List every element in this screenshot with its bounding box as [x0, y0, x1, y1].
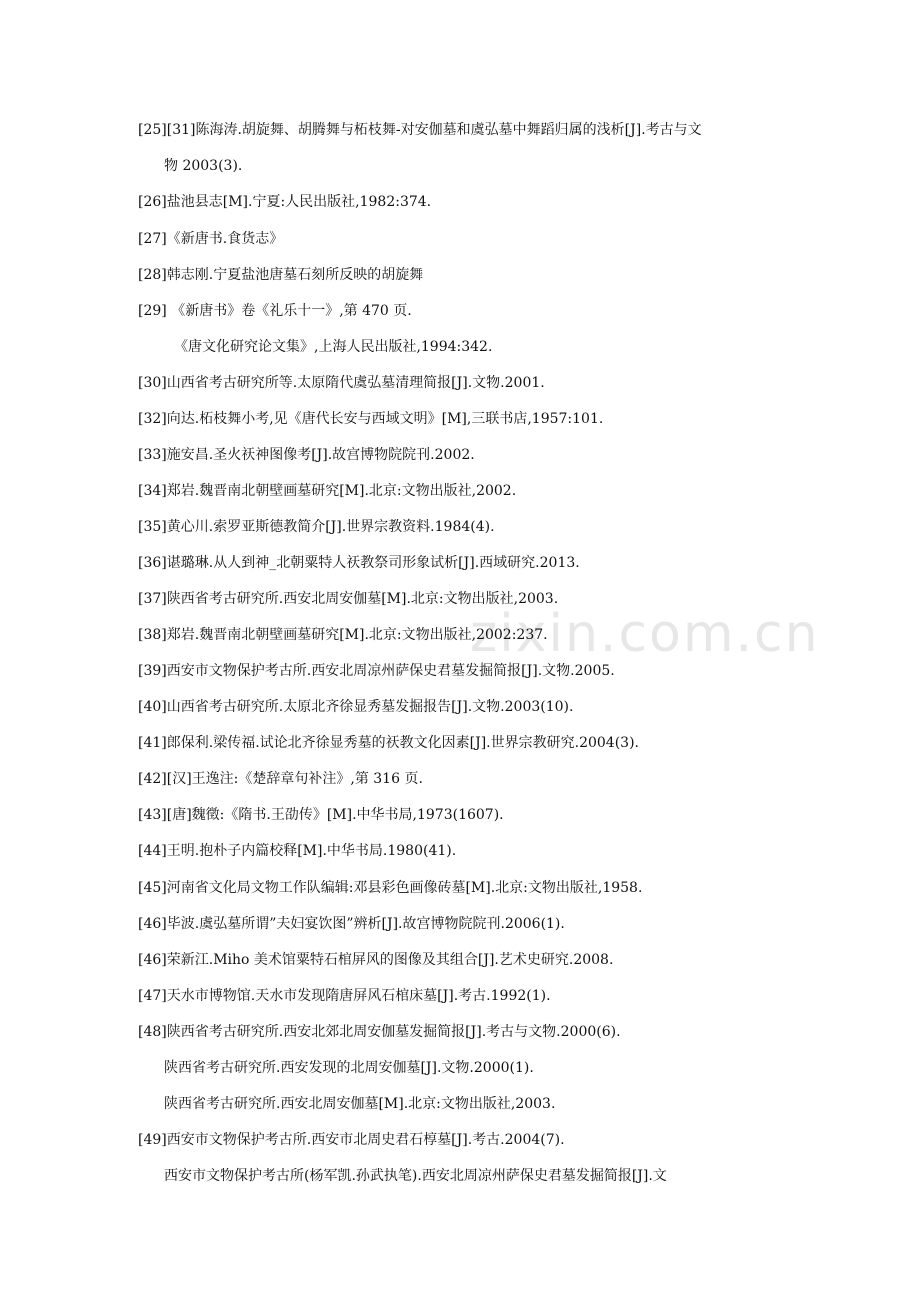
reference-line: 物 2003(3). [164, 158, 243, 174]
reference-line: [37]陕西省考古研究所.西安北周安伽墓[M].北京:文物出版社,2003. [138, 591, 559, 607]
reference-line: [34]郑岩.魏晋南北朝壁画墓研究[M].北京:文物出版社,2002. [138, 483, 517, 499]
reference-line: [30]山西省考古研究所等.太原隋代虞弘墓清理简报[J].文物.2001. [138, 375, 545, 391]
reference-line: [47]天水市博物馆.天水市发现隋唐屏风石棺床墓[J].考古.1992(1). [138, 988, 551, 1004]
reference-line: [33]施安昌.圣火祆神图像考[J].故宫博物院院刊.2002. [138, 447, 475, 463]
reference-line: [45]河南省文化局文物工作队编辑:邓县彩色画像砖墓[M].北京:文物出版社,1958. [138, 880, 643, 896]
watermark: zixin.com.cn [470, 604, 820, 664]
reference-line: 陕西省考古研究所.西安北周安伽墓[M].北京:文物出版社,2003. [164, 1096, 556, 1112]
reference-line: 西安市文物保护考古所(杨军凯.孙武执笔).西安北周凉州萨保史君墓发掘简报[J].文 [164, 1168, 667, 1184]
reference-line: [39]西安市文物保护考古所.西安北周凉州萨保史君墓发掘简报[J].文物.2005. [138, 663, 615, 679]
reference-line: [46]荣新江.Miho 美术馆粟特石棺屏风的图像及其组合[J].艺术史研究.2008. [138, 952, 614, 968]
reference-line: [40]山西省考古研究所.太原北齐徐显秀墓发掘报告[J].文物.2003(10). [138, 699, 574, 715]
reference-line: [38]郑岩.魏晋南北朝壁画墓研究[M].北京:文物出版社,2002:237. [138, 627, 548, 643]
reference-line: [48]陕西省考古研究所.西安北郊北周安伽墓发掘简报[J].考古与文物.2000(6). [138, 1024, 621, 1040]
reference-line: [28]韩志刚.宁夏盐池唐墓石刻所反映的胡旋舞 [138, 267, 424, 283]
reference-line: [42][汉]王逸注:《楚辞章句补注》,第 316 页. [138, 771, 423, 787]
reference-line: [44]王明.抱朴子内篇校释[M].中华书局.1980(41). [138, 843, 457, 859]
reference-line: [36]谌璐琳.从人到神_北朝粟特人祆教祭司形象试析[J].西域研究.2013. [138, 555, 580, 571]
reference-line: [41]郎保利.梁传福.试论北齐徐显秀墓的祆教文化因素[J].世界宗教研究.2004(3). [138, 735, 639, 751]
reference-line: [46]毕波.虞弘墓所谓”夫妇宴饮图”辨析[J].故宫博物院院刊.2006(1). [138, 916, 565, 932]
reference-line: [32]向达.柘枝舞小考,见《唐代长安与西域文明》[M],三联书店,1957:101. [138, 411, 604, 427]
reference-line: [27]《新唐书.食货志》 [138, 231, 284, 247]
reference-line: [43][唐]魏徵:《隋书.王劭传》[M].中华书局,1973(1607). [138, 807, 504, 823]
reference-line: [25][31]陈海涛.胡旋舞、胡腾舞与柘枝舞-对安伽墓和虞弘墓中舞蹈归属的浅析[J].考古与文 [138, 122, 702, 138]
reference-line: [49]西安市文物保护考古所.西安市北周史君石椁墓[J].考古.2004(7). [138, 1132, 565, 1148]
reference-line: [29] 《新唐书》卷《礼乐十一》,第 470 页. [138, 303, 412, 319]
reference-line: 《唐文化研究论文集》,上海人民出版社,1994:342. [174, 339, 493, 355]
reference-line: [26]盐池县志[M].宁夏:人民出版社,1982:374. [138, 194, 432, 210]
reference-line: 陕西省考古研究所.西安发现的北周安伽墓[J].文物.2000(1). [164, 1060, 534, 1076]
reference-line: [35]黄心川.索罗亚斯德教简介[J].世界宗教资料.1984(4). [138, 519, 495, 535]
